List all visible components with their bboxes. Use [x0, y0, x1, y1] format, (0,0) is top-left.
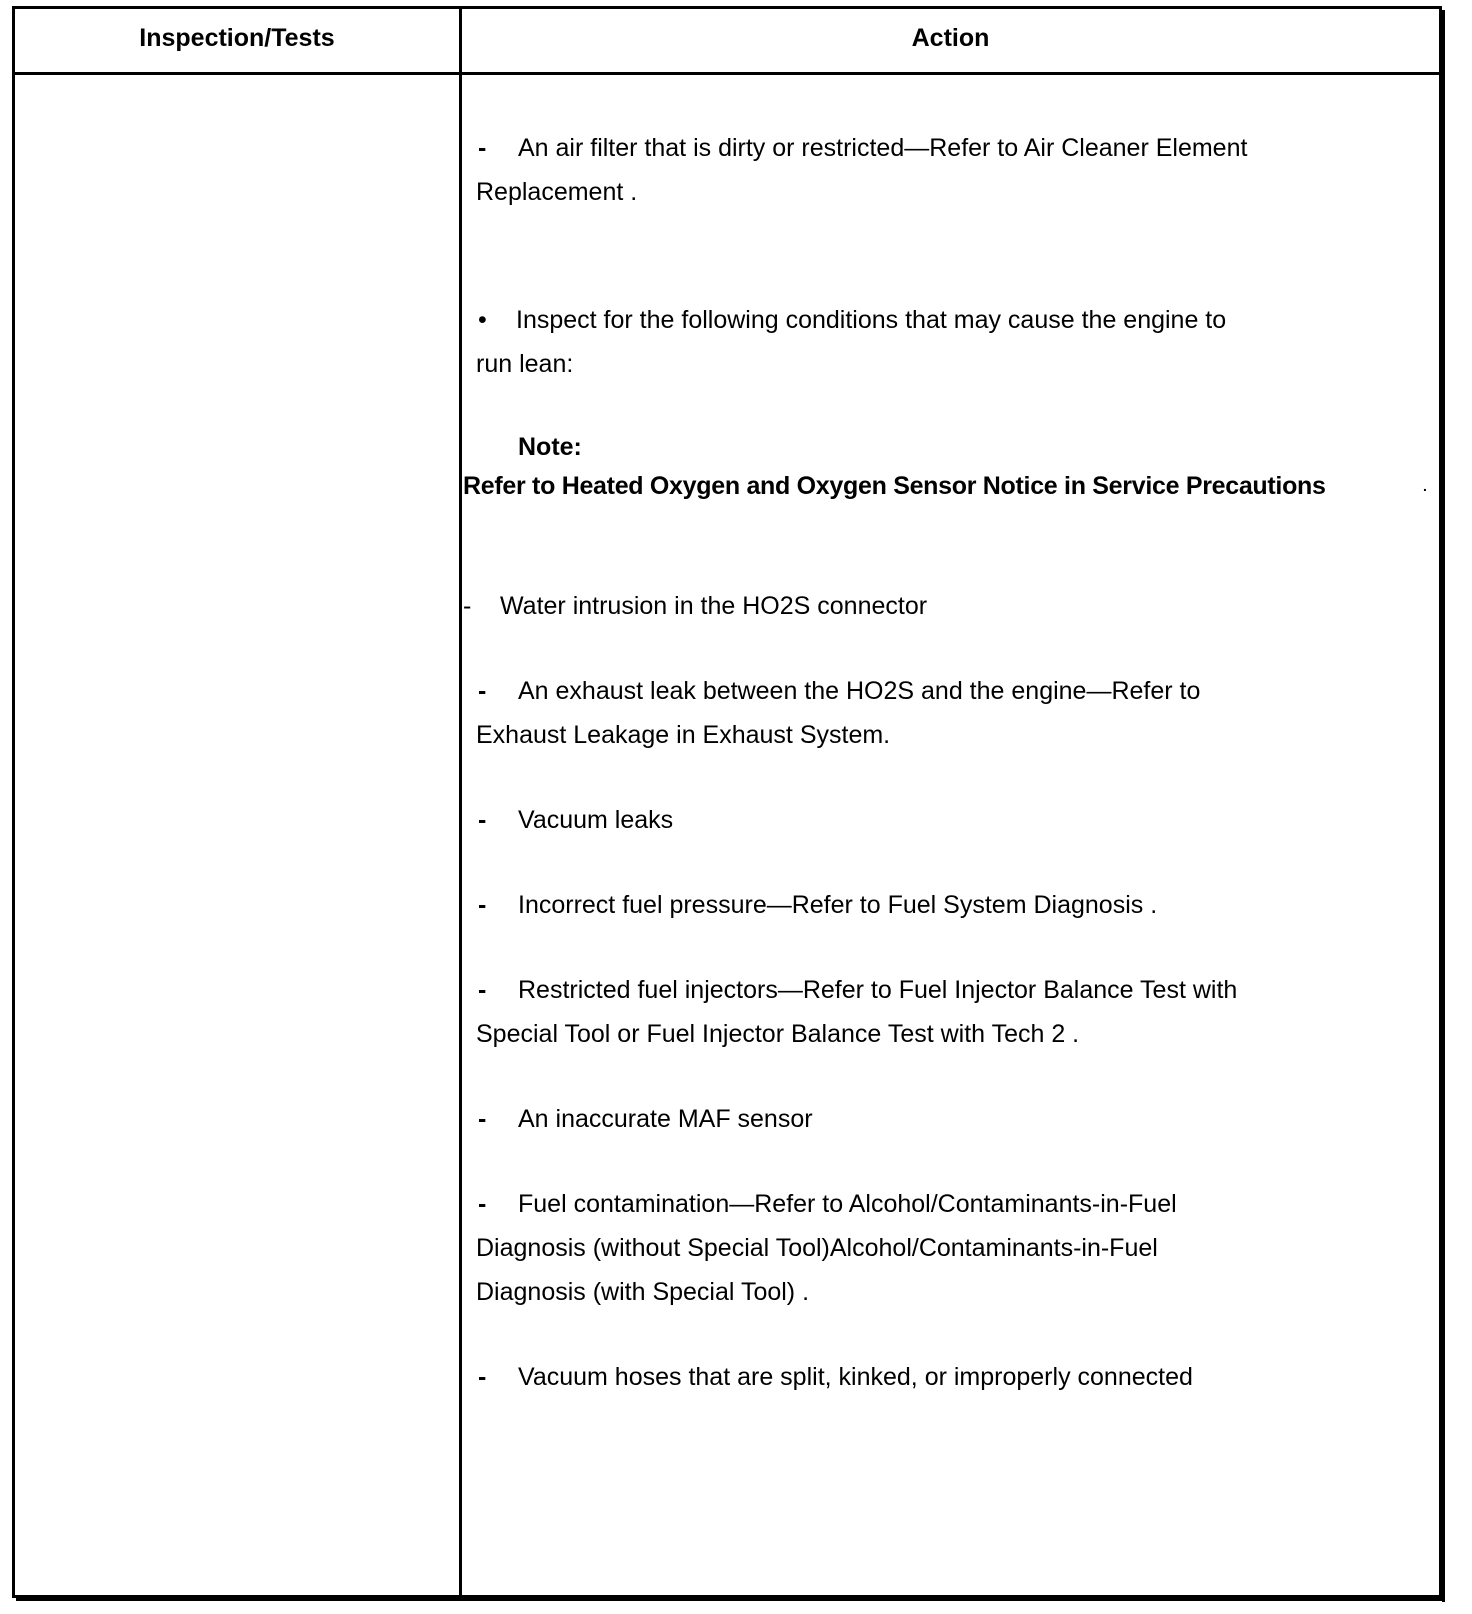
list-item-fuel-pressure: Incorrect fuel pressure—Refer to Fuel System Diagnosis .	[518, 891, 1158, 919]
list-item-fuel-contamination-cont: Diagnosis (with Special Tool) .	[476, 1278, 810, 1306]
column-divider	[459, 6, 462, 1598]
header-action: Action	[911, 24, 990, 52]
table-shadow-bottom	[16, 1598, 1445, 1601]
list-marker: -	[478, 891, 487, 919]
list-item-fuel-contamination-cont: Diagnosis (without Special Tool)Alcohol/Contaminants-in-Fuel	[476, 1234, 1158, 1262]
list-marker: -	[478, 677, 487, 705]
list-marker: -	[478, 1105, 487, 1133]
header-divider	[12, 72, 1442, 75]
note-end: .	[1423, 478, 1427, 494]
inspect-lean-text-cont: run lean:	[476, 350, 574, 378]
table-shadow-right	[1442, 10, 1445, 1602]
list-marker: -	[463, 592, 472, 620]
list-item-fuel-injectors: Restricted fuel injectors—Refer to Fuel Injector Balance Test with	[518, 976, 1238, 1004]
list-item-exhaust-leak: An exhaust leak between the HO2S and the engine—Refer to	[518, 677, 1201, 705]
list-item-fuel-injectors-cont: Special Tool or Fuel Injector Balance Test with Tech 2 .	[476, 1020, 1080, 1048]
bullet-marker: •	[478, 306, 487, 334]
list-marker: -	[478, 806, 487, 834]
list-marker: -	[478, 976, 487, 1004]
list-marker: -	[478, 134, 487, 162]
note-text: Refer to Heated Oxygen and Oxygen Sensor Notice in Service Precautions	[463, 472, 1326, 500]
list-item-fuel-contamination: Fuel contamination—Refer to Alcohol/Contaminants-in-Fuel	[518, 1190, 1177, 1218]
note-label: Note:	[518, 433, 582, 461]
air-filter-text: An air filter that is dirty or restricted—Refer to Air Cleaner Element	[518, 134, 1248, 162]
list-item-vacuum-leaks: Vacuum leaks	[518, 806, 674, 834]
list-item-vacuum-hoses: Vacuum hoses that are split, kinked, or improperly connected	[518, 1363, 1193, 1391]
list-item-maf-sensor: An inaccurate MAF sensor	[518, 1105, 813, 1133]
list-marker: -	[478, 1190, 487, 1218]
list-item-exhaust-leak-cont: Exhaust Leakage in Exhaust System.	[476, 721, 891, 749]
air-filter-text-cont: Replacement .	[476, 178, 638, 206]
list-marker: -	[478, 1363, 487, 1391]
header-inspection-tests: Inspection/Tests	[139, 24, 335, 52]
inspect-lean-text: Inspect for the following conditions that may cause the engine to	[516, 306, 1227, 334]
list-item-water-intrusion: Water intrusion in the HO2S connector	[500, 592, 928, 620]
